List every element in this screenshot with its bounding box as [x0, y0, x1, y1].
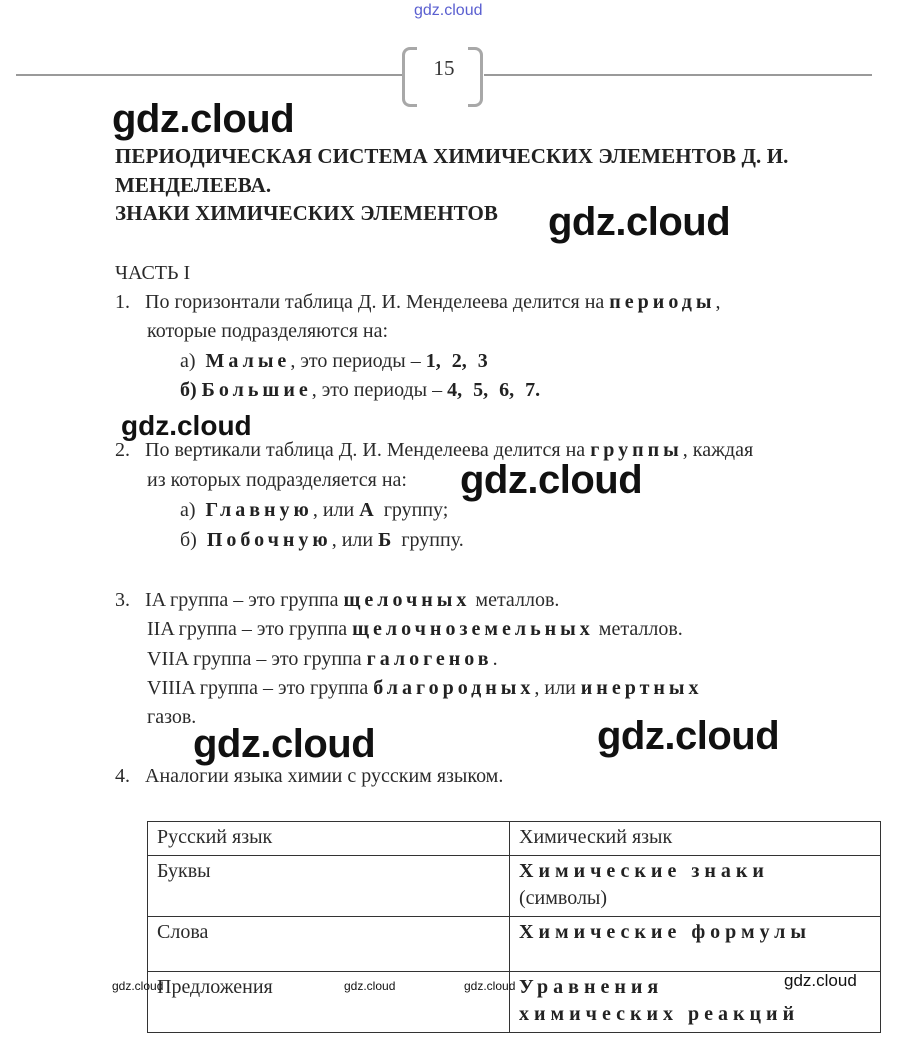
q3-l2-text: IIA группа – это группа	[147, 618, 348, 640]
q3-line-1	[115, 589, 559, 612]
table-cell-chem-note: (символы)	[519, 887, 608, 909]
table-cell-ru: Предложения	[148, 972, 510, 1033]
page-number: 15	[433, 56, 455, 80]
q2-b-answer: Побочную	[206, 529, 332, 551]
analogy-table	[147, 821, 881, 1033]
q3-l3-text: VIIA группа – это группа	[147, 648, 362, 670]
q1-line-2: которые подразделяются на:	[147, 320, 389, 342]
q1-text: По горизонтали таблица Д. И. Менделеева делится на	[145, 291, 605, 313]
q2-a-text: , или	[312, 499, 355, 521]
q3-l4-answer-2: инертных	[580, 677, 703, 699]
table-cell-ru: Слова	[148, 917, 510, 972]
watermark-top: gdz.cloud	[414, 2, 483, 19]
page-bracket-left	[402, 47, 417, 107]
watermark: gdz.cloud	[193, 722, 376, 766]
q2-option-a	[180, 499, 448, 522]
watermark-small: gdz.cloud	[344, 979, 396, 993]
q1-a-text: , это периоды –	[290, 350, 421, 372]
q3-l2-tail: металлов.	[598, 618, 683, 640]
title-line-1: ПЕРИОДИЧЕСКАЯ СИСТЕМА ХИМИЧЕСКИХ ЭЛЕМЕНТОВ Д. И.	[115, 144, 789, 168]
table-cell-chem-text: Химические формулы	[519, 921, 811, 943]
q1-a-label: а)	[180, 350, 196, 372]
watermark: gdz.cloud	[460, 458, 643, 502]
watermark-small: gdz.cloud	[784, 971, 857, 990]
q3-l4-text: VIIIA группа – это группа	[147, 677, 369, 699]
q3-l1-text: IA группа – это группа	[145, 589, 339, 611]
q2-option-b	[180, 529, 464, 552]
q1-option-a	[180, 350, 488, 373]
q1-b-label: б)	[180, 379, 197, 401]
q3-number: 3.	[115, 589, 130, 611]
watermark-small: gdz.cloud	[464, 979, 516, 993]
q3-l2-answer: щелочноземельных	[352, 618, 594, 640]
watermark: gdz.cloud	[112, 97, 295, 141]
q1-a-answer: Малые	[205, 350, 291, 372]
q1-option-b	[180, 379, 540, 402]
table-row	[148, 856, 881, 917]
table-cell-chem	[510, 856, 881, 917]
q2-b-label: б)	[180, 529, 197, 551]
watermark: gdz.cloud	[548, 200, 731, 244]
title-line-3: ЗНАКИ ХИМИЧЕСКИХ ЭЛЕМЕНТОВ	[115, 201, 499, 225]
q3-l4-mid: , или	[534, 677, 576, 699]
q2-line-2: из которых подразделяется на:	[147, 469, 407, 491]
q2-b-letter: Б	[378, 529, 392, 551]
q3-l4-answer-1: благородных	[373, 677, 535, 699]
watermark: gdz.cloud	[597, 714, 780, 758]
watermark: gdz.cloud	[121, 410, 252, 441]
q2-line-1	[115, 439, 753, 462]
q1-line-1	[115, 291, 720, 314]
watermark-small: gdz.cloud	[112, 979, 164, 993]
table-cell-chem-text: Химические знаки	[519, 860, 769, 882]
q2-b-text: , или	[331, 529, 374, 551]
table-header-row	[148, 822, 881, 856]
q1-b-values: 4, 5, 6, 7.	[447, 379, 541, 401]
q1-tail: ,	[715, 291, 721, 313]
q2-a-letter: А	[359, 499, 374, 521]
table-header-ru: Русский язык	[148, 822, 510, 856]
q3-line-2	[147, 618, 683, 641]
q2-tail: , каждая	[682, 439, 754, 461]
header-rule-left	[16, 74, 402, 76]
q3-l3-answer: галогенов	[366, 648, 493, 670]
q2-a-answer: Главную	[205, 499, 313, 521]
table-cell-chem	[510, 917, 881, 972]
q2-number: 2.	[115, 439, 130, 461]
part-heading: ЧАСТЬ I	[115, 262, 191, 284]
header-rule-right	[484, 74, 872, 76]
table-header-chem: Химический язык	[510, 822, 881, 856]
page-bracket-right	[468, 47, 483, 107]
q1-answer: периоды	[609, 291, 716, 313]
q3-line-3	[147, 648, 498, 671]
table-row	[148, 917, 881, 972]
q3-l1-answer: щелочных	[343, 589, 471, 611]
table-cell-chem-text: Уравнения	[519, 976, 664, 998]
q2-answer: группы	[590, 439, 683, 461]
title-line-2: МЕНДЕЛЕЕВА.	[115, 173, 272, 197]
q2-b-tail: группу.	[401, 529, 464, 551]
q3-line-4	[147, 677, 703, 700]
q3-line-5: газов.	[147, 706, 197, 728]
q2-a-tail: группу;	[383, 499, 449, 521]
q3-l1-tail: металлов.	[475, 589, 560, 611]
q4-line	[115, 765, 503, 788]
q4-number: 4.	[115, 765, 130, 787]
q1-b-text: , это периоды –	[311, 379, 443, 401]
q1-number: 1.	[115, 291, 130, 313]
q2-text: По вертикали таблица Д. И. Менделеева делится на	[145, 439, 586, 461]
table-cell-ru: Буквы	[148, 856, 510, 917]
q1-b-answer: Большие	[201, 379, 312, 401]
q1-a-values: 1, 2, 3	[425, 350, 488, 372]
q2-a-label: а)	[180, 499, 196, 521]
q3-l3-tail: .	[492, 648, 498, 670]
q4-text: Аналогии языка химии с русским языком.	[145, 765, 504, 787]
table-cell-chem-text-2: химических реакций	[519, 1003, 800, 1025]
